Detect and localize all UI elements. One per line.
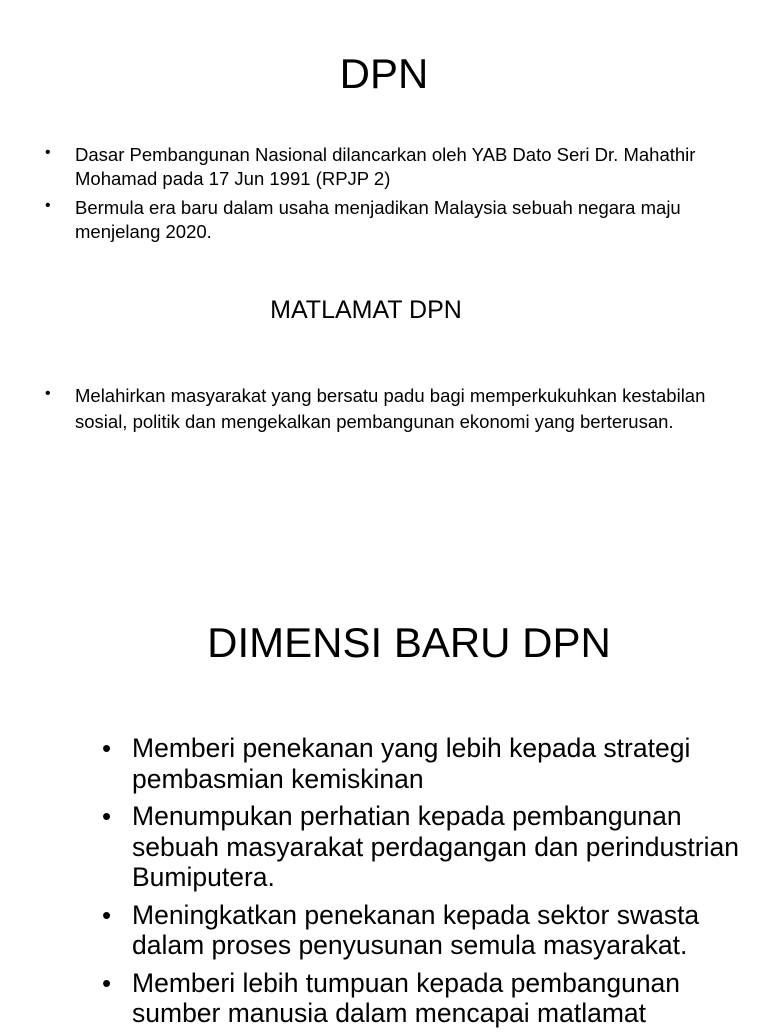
list-item-text: Melahirkan masyarakat yang bersatu padu bagi memperkukuhkan kestabilan sosial, politik dan mengekalkan pembangunan ekonomi yang berterusan.	[75, 385, 706, 432]
bullet-icon: •	[45, 385, 51, 402]
list-item	[102, 733, 752, 794]
list-item	[45, 196, 735, 244]
dimension-bullet-list	[102, 733, 752, 1036]
list-item-text: Memberi lebih tumpuan kepada pembangunan sumber manusia dalam mencapai matlamat	[132, 967, 681, 1028]
slide-title: DIMENSI BARU DPN	[207, 619, 611, 666]
list-item-text: Menumpukan perhatian kepada pembangunan sebuah masyarakat perdagangan dan perindustrian Bumiputera.	[132, 801, 739, 892]
list-item	[45, 383, 735, 435]
list-item	[102, 801, 752, 893]
list-item-text: Dasar Pembangunan Nasional dilancarkan oleh YAB Dato Seri Dr. Mahathir Mohamad pada 17 Jun 1991 (RPJP 2)	[75, 144, 696, 189]
bullet-icon: •	[102, 899, 112, 930]
list-item-text: Meningkatkan penekanan kepada sektor swasta dalam proses penyusunan semula masyarakat.	[132, 899, 700, 960]
bullet-icon: •	[102, 967, 112, 998]
slide-title: DPN	[339, 50, 429, 97]
list-item	[102, 967, 752, 1029]
list-item	[102, 899, 752, 961]
bullet-icon: •	[102, 801, 112, 831]
bullet-icon: •	[45, 144, 51, 161]
section-subtitle: MATLAMAT DPN	[270, 296, 462, 324]
slide-dimensi-baru	[0, 580, 768, 1028]
list-item-text: Memberi penekanan yang lebih kepada strategi pembasmian kemiskinan	[132, 733, 691, 794]
goal-bullet-list	[45, 383, 735, 435]
intro-bullet-list	[45, 143, 735, 249]
list-item-text: Bermula era baru dalam usaha menjadikan Malaysia sebuah negara maju menjelang 2020.	[75, 197, 681, 242]
bullet-icon: •	[45, 197, 51, 214]
list-item	[45, 143, 735, 191]
bullet-icon: •	[102, 733, 112, 763]
